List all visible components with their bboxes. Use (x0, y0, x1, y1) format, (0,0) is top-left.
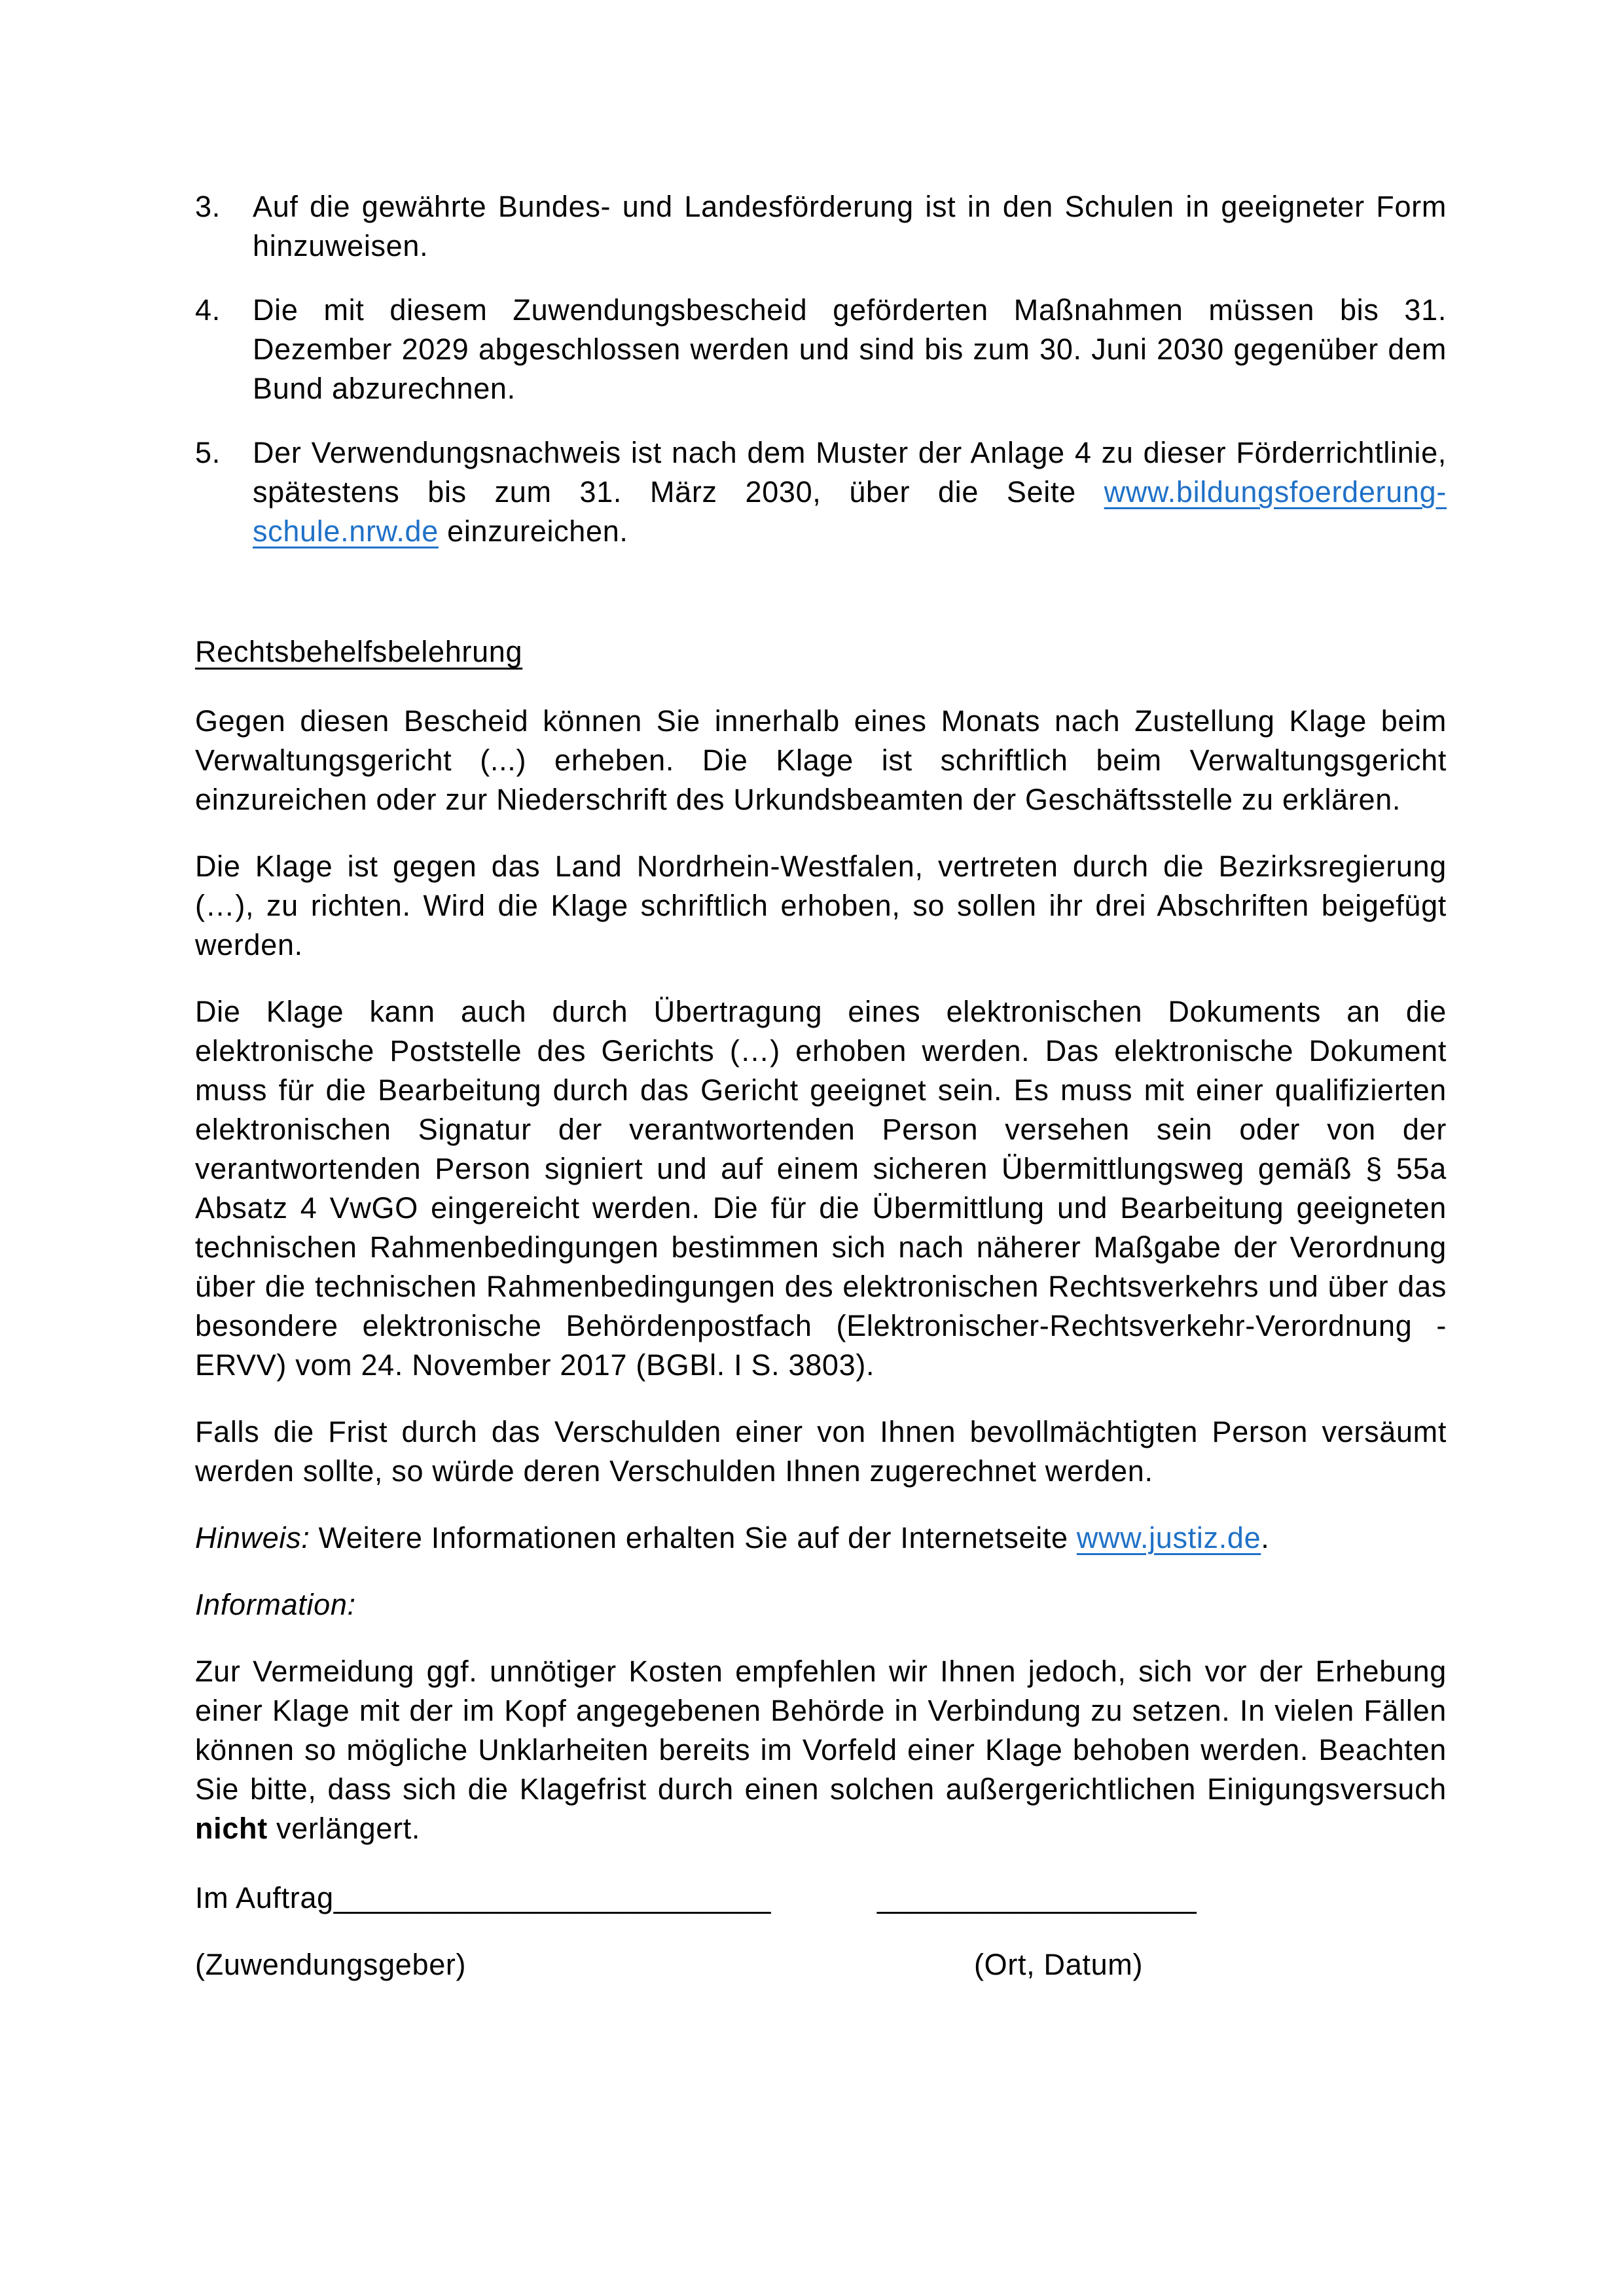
numbered-conditions-list (195, 187, 1447, 551)
zuwendungsgeber-label: (Zuwendungsgeber) (195, 1948, 467, 1981)
section-heading-rechtsbehelfsbelehrung (195, 632, 1447, 672)
list-item-5 (195, 433, 1447, 551)
im-auftrag-label: Im Auftrag (195, 1881, 334, 1914)
section-heading-text: Rechtsbehelfsbelehrung (195, 635, 523, 668)
bildungsfoerderung-link[interactable]: www.bildungsfoerderung-schule.nrw.de (253, 475, 1447, 548)
list-item-3 (195, 187, 1447, 266)
list-item-3-number: 3. (195, 190, 221, 223)
list-item-5-text-before: Der Verwendungsnachweis ist nach dem Muster der Anlage 4 zu dieser Förderrichtlinie, spätestens bis zum 31. März 2030, über die Seite (253, 436, 1447, 509)
hinweis-text: Weitere Informationen erhalten Sie auf der Internetseite (310, 1521, 1077, 1554)
signature-blank-line-2: ___________________ (877, 1881, 1197, 1914)
justiz-link[interactable]: www.justiz.de (1076, 1521, 1261, 1554)
paragraph-klage-gegen-land: Die Klage ist gegen das Land Nordrhein-Westfalen, vertreten durch die Bezirksregierung (…), zu richten. Wird die Klage schriftlich erhoben, so sollen ihr drei Abschriften beigefügt werden. (195, 850, 1447, 961)
paragraph-kostenvermeidung (195, 1652, 1447, 1848)
kosten-text-bold-nicht: nicht (195, 1812, 268, 1845)
paragraph-hinweis (195, 1518, 1447, 1558)
list-item-5-text (253, 433, 1447, 551)
information-label: Information: (195, 1588, 356, 1621)
signature-blank-line-1: __________________________ (333, 1881, 772, 1914)
im-auftrag-signature-line (195, 1881, 771, 1914)
list-item-4-text: Die mit diesem Zuwendungsbescheid geförderten Maßnahmen müssen bis 31. Dezember 2029 abgeschlossen werden und sind bis zum 30. Juni 2030 gegenüber dem Bund abzurechnen. (253, 293, 1447, 405)
list-item-3-text: Auf die gewährte Bundes- und Landesförderung ist in den Schulen in geeigneter Form hinzuweisen. (253, 190, 1447, 262)
kosten-text-before: Zur Vermeidung ggf. unnötiger Kosten empfehlen wir Ihnen jedoch, sich vor der Erhebung einer Klage mit der im Kopf angegebenen Behörde in Verbindung zu setzen. In vielen Fällen können so mögliche Unklarheiten bereits im Vorfeld einer Klage behoben werden. Beachten Sie bitte, dass sich die Klagefrist durch einen solchen außergerichtlichen Einigungsversuch (195, 1655, 1447, 1806)
paragraph-fristversaeumnis: Falls die Frist durch das Verschulden einer von Ihnen bevollmächtigten Person versäumt werden sollte, so würde deren Verschulden Ihnen zugerechnet werden. (195, 1415, 1447, 1488)
signature-labels-row (195, 1945, 1447, 1984)
list-item-4 (195, 291, 1447, 408)
paragraph-klage-erheben: Gegen diesen Bescheid können Sie innerhalb eines Monats nach Zustellung Klage beim Verwaltungsgericht (...) erheben. Die Klage ist schriftlich beim Verwaltungsgericht einzureichen oder zur Niederschrift des Urkundsbeamten der Geschäftsstelle zu erklären. (195, 704, 1447, 816)
paragraph-elektronisches-dokument: Die Klage kann auch durch Übertragung eines elektronischen Dokuments an die elektronische Poststelle des Gerichts (…) erhoben werden. Das elektronische Dokument muss für die Bearbeitung durch das Gericht geeignet sein. Es muss mit einer qualifizierten elektronischen Signatur der verantwortenden Person versehen sein oder von der verantwortenden Person signiert und auf einem sicheren Übermittlungsweg gemäß § 55a Absatz 4 VwGO eingereicht werden. Die für die Übermittlung und Bearbeitung geeigneten technischen Rahmenbedingungen bestimmen sich nach näherer Maßgabe der Verordnung über die technischen Rahmenbedingungen des elektronischen Rechtsverkehrs und über das besondere elektronische Behördenpostfach (Elektronischer-Rechtsverkehr-Verordnung -ERVV) vom 24. November 2017 (BGBl. I S. 3803). (195, 995, 1447, 1382)
list-item-5-number: 5. (195, 436, 221, 469)
hinweis-label: Hinweis: (195, 1521, 310, 1554)
signature-line-row (195, 1878, 1447, 1918)
list-item-5-text-after: einzureichen. (438, 514, 628, 548)
list-item-4-number: 4. (195, 293, 221, 327)
kosten-text-after: verlängert. (267, 1812, 421, 1845)
hinweis-period: . (1261, 1521, 1270, 1554)
ort-datum-label: (Ort, Datum) (974, 1948, 1144, 1981)
